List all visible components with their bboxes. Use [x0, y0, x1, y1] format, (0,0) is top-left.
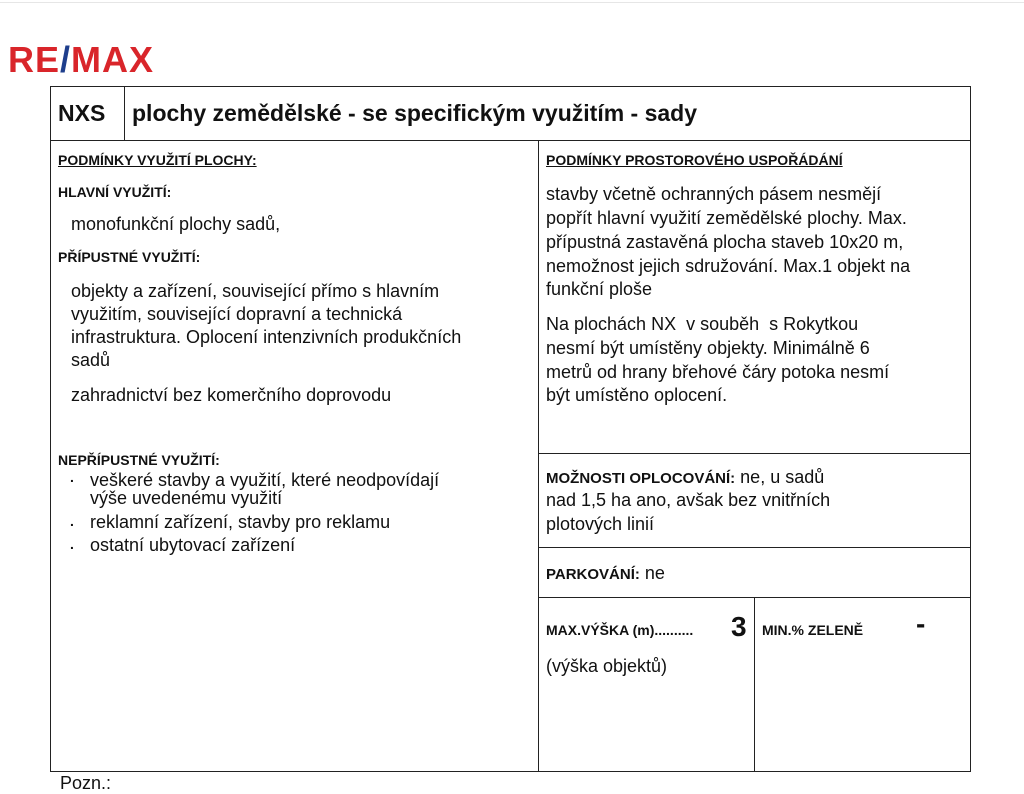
right-divider-1: [538, 453, 971, 454]
allowed-extra: zahradnictví bez komerčního doprovodu: [71, 385, 392, 405]
spatial-line: nemožnost jejich sdružování. Max.1 objekt na: [546, 256, 911, 276]
logo-part-max: MAX: [71, 39, 155, 80]
bottom-right-divider: [754, 597, 755, 772]
spatial-line: metrů od hrany břehové čáry potoka nesmí: [546, 362, 890, 382]
top-rule: [0, 2, 1024, 3]
spatial-line: stavby včetně ochranných pásem nesmějí: [546, 184, 882, 204]
allowed-line: objekty a zařízení, související přímo s hlavním: [71, 281, 440, 301]
right-heading: PODMÍNKY PROSTOROVÉHO USPOŘÁDÁNÍ: [546, 152, 843, 168]
bullet-dot: .: [70, 469, 74, 485]
min-green-value: -: [916, 608, 926, 639]
allowed-line: využitím, související dopravní a technická: [71, 304, 403, 324]
logo-part-re: RE: [8, 39, 61, 80]
left-heading: PODMÍNKY VYUŽITÍ PLOCHY:: [58, 152, 257, 168]
forbidden-item-line: reklamní zařízení, stavby pro reklamu: [90, 512, 391, 532]
column-divider: [538, 140, 539, 772]
header-code-divider: [124, 86, 125, 140]
allowed-line: infrastruktura. Oplocení intenzivních produkčních: [71, 327, 462, 347]
forbidden-use-label: NEPŘÍPUSTNÉ VYUŽITÍ:: [58, 452, 220, 468]
header-divider: [50, 140, 971, 141]
max-height-note: (výška objektů): [546, 656, 668, 676]
max-height-label: MAX.VÝŠKA (m)..........: [546, 622, 694, 638]
logo-slash: /: [60, 39, 72, 80]
parking-label: PARKOVÁNÍ:: [546, 566, 640, 583]
parking-value: ne: [639, 563, 665, 583]
main-use-text: monofunkční plochy sadů,: [71, 214, 281, 234]
bullet-dot: .: [70, 536, 74, 552]
zone-code: NXS: [58, 100, 106, 126]
fencing-label: MOŽNOSTI OPLOCOVÁNÍ:: [546, 470, 736, 487]
forbidden-item-line: ostatní ubytovací zařízení: [90, 535, 296, 555]
fencing-line: nad 1,5 ha ano, avšak bez vnitřních: [546, 490, 831, 510]
remax-logo: [8, 39, 155, 80]
main-use-label: HLAVNÍ VYUŽITÍ:: [58, 184, 172, 200]
min-green-label: MIN.% ZELENĚ: [762, 622, 864, 638]
spatial-line: být umístěno oplocení.: [546, 385, 728, 405]
right-divider-2: [538, 547, 971, 548]
fencing-line-1: [546, 466, 824, 490]
forbidden-item-line: výše uvedenému využití: [90, 488, 283, 508]
fencing-line: plotových linií: [546, 514, 655, 534]
zone-title: plochy zemědělské - se specifickým využitím - sady: [132, 100, 698, 126]
spatial-line: funkční ploše: [546, 279, 653, 299]
footer-note: Pozn.:: [60, 773, 112, 793]
parking-row: [546, 562, 665, 586]
forbidden-item-line: veškeré stavby a využití, které neodpovídají: [90, 470, 440, 490]
spatial-line: Na plochách NX v souběh s Rokytkou: [546, 314, 859, 334]
fencing-value: ne, u sadů: [735, 467, 825, 487]
allowed-line: sadů: [71, 350, 111, 370]
max-height-value: 3: [731, 611, 747, 642]
spatial-line: popřít hlavní využití zemědělské plochy. Max.: [546, 208, 907, 228]
spatial-line: přípustná zastavěná plocha staveb 10x20 m,: [546, 232, 904, 252]
spatial-line: nesmí být umístěny objekty. Minimálně 6: [546, 338, 870, 358]
allowed-use-label: PŘÍPUSTNÉ VYUŽITÍ:: [58, 249, 201, 265]
bullet-dot: .: [70, 513, 74, 529]
